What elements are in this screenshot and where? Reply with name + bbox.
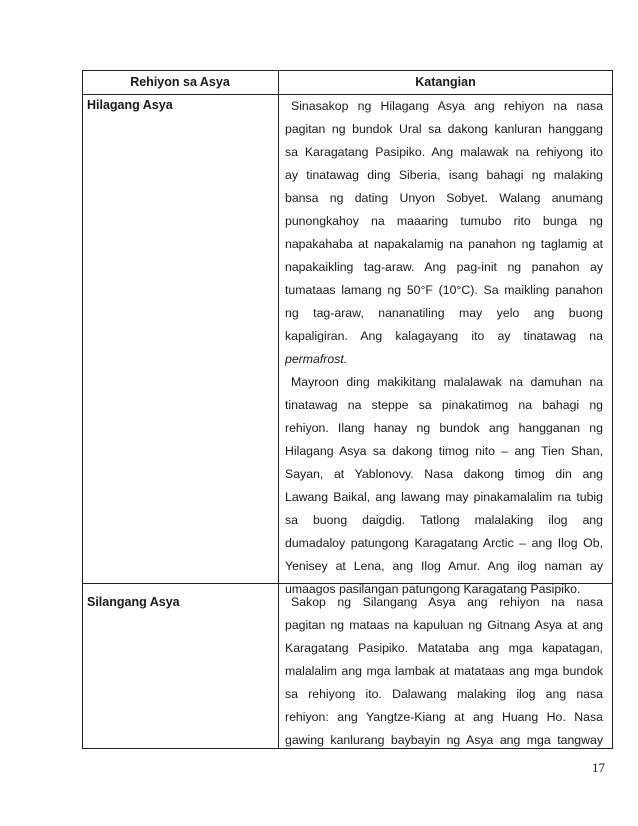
text-line: sa Karagatang Pasipiko. Ang malawak na rehiyong ito bbox=[285, 145, 603, 159]
text-line: Hilagang Asya sa dakong timog nito – ang Tien Shan, bbox=[285, 444, 603, 458]
text-line: napakaikling tag-araw. Ang pag-init ng panahon ay bbox=[285, 260, 603, 274]
text-line: gawing kanlurang baybayin ng Asya ang mga tangway bbox=[285, 733, 603, 747]
region-name-silangang-asya: Silangang Asya bbox=[87, 595, 180, 609]
text-line: umaagos pasilangan patungong Karagatang Pasipiko. bbox=[285, 582, 581, 596]
header-region: Rehiyon sa Asya bbox=[130, 75, 230, 89]
table-header-row bbox=[83, 71, 612, 95]
text-line: napakahaba at napakalamig na panahon ng taglamig at bbox=[285, 237, 603, 251]
text-line: sa rehiyong ito. Dalawang malaking ilog ang nasa bbox=[285, 687, 603, 701]
text-line: pagitan ng mataas na kapuluan ng Gitnang Asya at ang bbox=[285, 618, 603, 632]
text-line: Sayan, at Yablonovy. Nasa dakong timog din ang bbox=[285, 467, 603, 481]
text-line: bansa ng dating Unyon Sobyet. Walang anumang bbox=[285, 191, 603, 205]
page-number: 17 bbox=[592, 760, 605, 775]
text-line: rehiyon: ang Yangtze-Kiang at ang Huang Ho. Nasa bbox=[285, 710, 603, 724]
text-line: tumataas lamang ng 50°F (10°C). Sa maikling panahon bbox=[285, 283, 603, 297]
region-table bbox=[82, 70, 613, 749]
region-description-hilagang-asya bbox=[285, 97, 603, 603]
text-line: Yenisey at Lena, ang Ilog Amur. Ang ilog naman ay bbox=[285, 559, 603, 573]
region-description-silangang-asya bbox=[285, 593, 603, 754]
text-line: tinatawag na steppe sa pinakatimog na bahagi ng bbox=[285, 398, 603, 412]
text-line: Mayroon ding makikitang malalawak na damuhan na bbox=[291, 375, 603, 389]
text-line: pagitan ng bundok Ural sa dakong kanluran hanggang bbox=[285, 122, 603, 136]
text-line: sa buong daigdig. Tatlong malalaking ilog ang bbox=[285, 513, 603, 527]
text-line: permafrost. bbox=[285, 352, 348, 366]
text-line: rehiyon. Ilang hanay ng bundok ang hangganan ng bbox=[285, 421, 603, 435]
text-line: malalalim ang mga lambak at matataas ang mga bundok bbox=[285, 664, 603, 678]
text-line: dumadaloy patungong Karagatang Arctic – ang Ilog Ob, bbox=[285, 536, 603, 550]
text-line: Sinasakop ng Hilagang Asya ang rehiyon na nasa bbox=[291, 99, 603, 113]
region-name-hilagang-asya: Hilagang Asya bbox=[87, 98, 173, 112]
text-line: Karagatang Pasipiko. Matataba ang mga kapatagan, bbox=[285, 641, 603, 655]
text-line: Sakop ng Silangang Asya ang rehiyon na nasa bbox=[291, 595, 603, 609]
text-line: punongkahoy na maaaring tumubo rito bunga ng bbox=[285, 214, 603, 228]
header-characteristics: Katangian bbox=[415, 75, 476, 89]
text-line: ng tag-araw, nananatiling may yelo ang buong bbox=[285, 306, 603, 320]
text-line: kapaligiran. Ang kalagayang ito ay tinatawag na bbox=[285, 329, 603, 343]
text-line: Lawang Baikal, ang lawang may pinakamalalim na tubig bbox=[285, 490, 603, 504]
text-line: ay tinatawag ding Siberia, isang bahagi ng malaking bbox=[285, 168, 603, 182]
column-divider bbox=[278, 71, 279, 748]
